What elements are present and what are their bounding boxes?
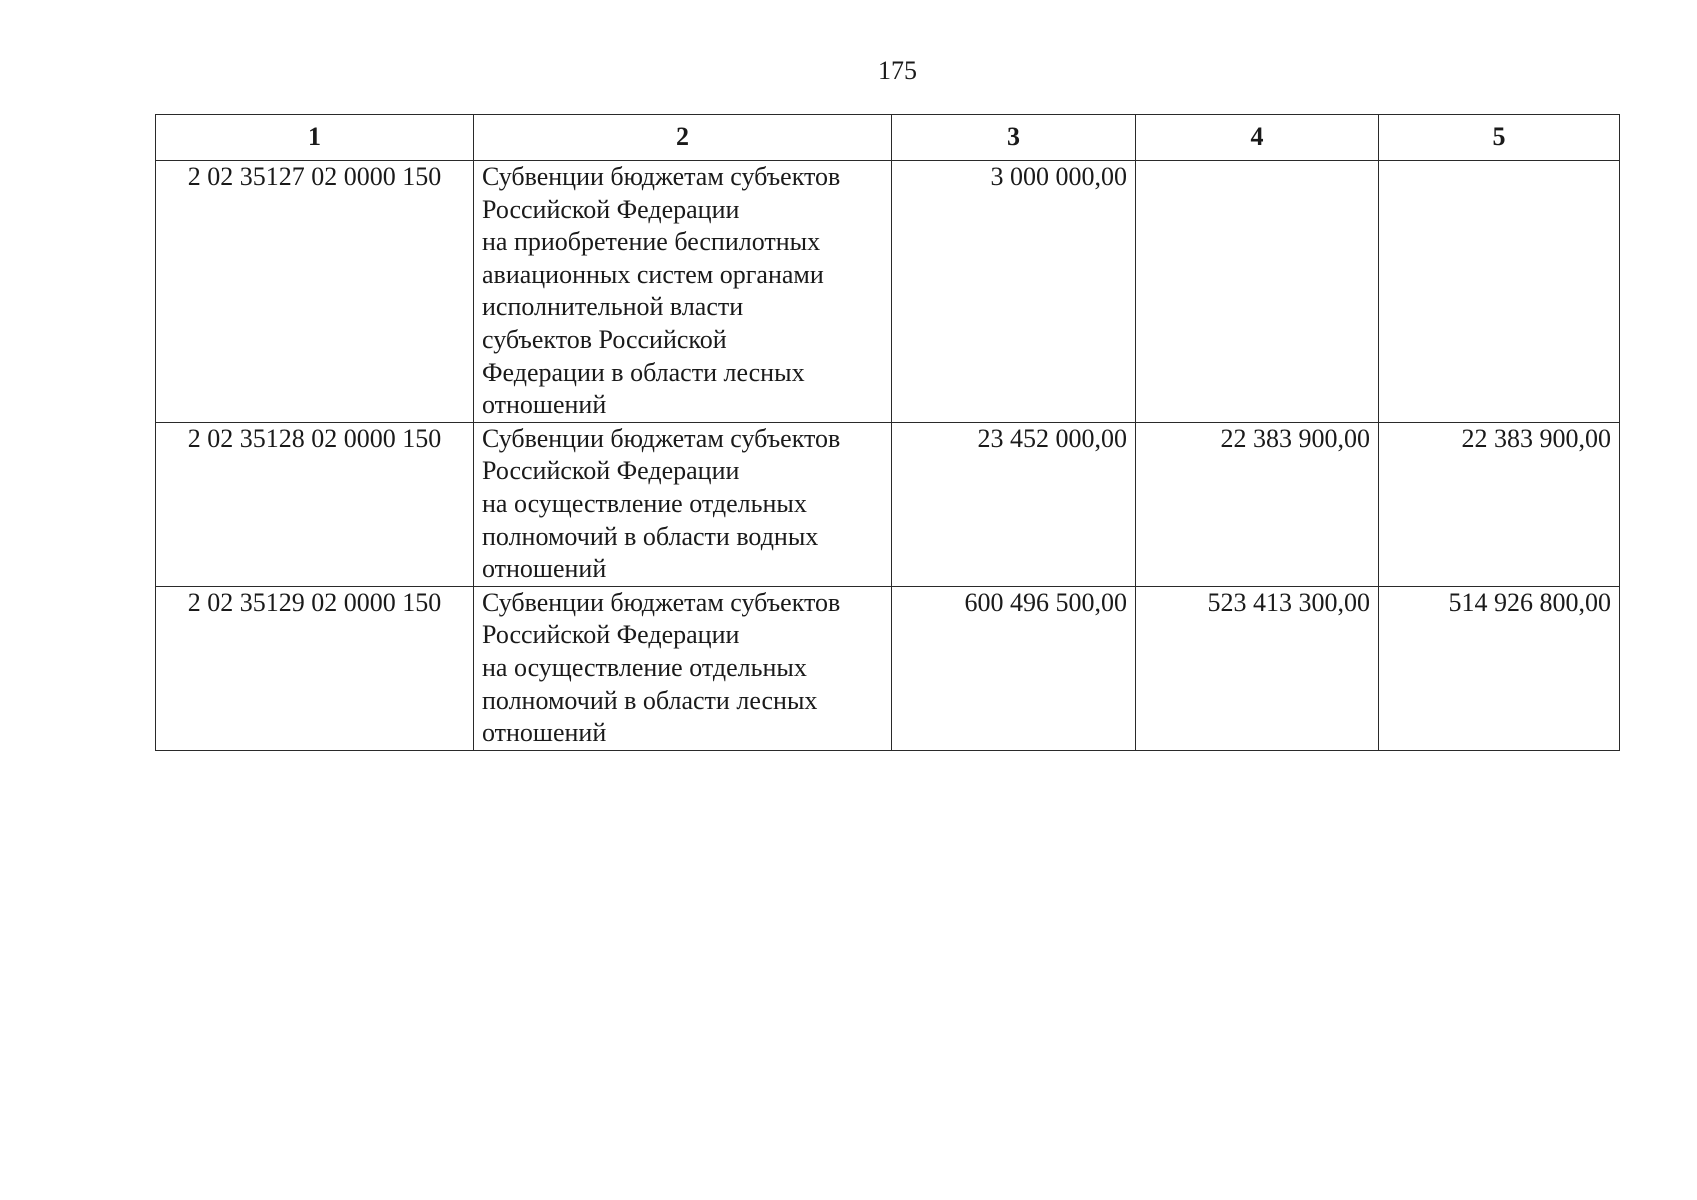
table-row [156, 161, 1620, 423]
budget-table [155, 114, 1620, 751]
amount-col5-cell: 514 926 800,00 [1379, 586, 1620, 750]
amount-col3-cell: 23 452 000,00 [892, 422, 1136, 586]
description-cell [474, 586, 892, 750]
description-line: Федерации в области лесных [482, 357, 805, 387]
description-line: субъектов Российской [482, 324, 727, 354]
description-line: полномочий в области лесных [482, 685, 818, 715]
description-line: исполнительной власти [482, 292, 744, 322]
table-header-row [156, 115, 1620, 161]
column-header-3: 3 [892, 115, 1136, 161]
description-line: на приобретение беспилотных [482, 227, 821, 257]
description-cell [474, 422, 892, 586]
column-header-4: 4 [1136, 115, 1379, 161]
description-line: полномочий в области водных [482, 521, 819, 551]
description-line: отношений [482, 390, 607, 420]
description-line: Субвенции бюджетам субъектов [482, 587, 841, 617]
description-line: на осуществление отдельных [482, 652, 807, 682]
description-line: Российской Федерации [482, 194, 740, 224]
amount-col5-cell [1379, 161, 1620, 423]
description-cell [474, 161, 892, 423]
description-line: Субвенции бюджетам субъектов [482, 162, 841, 191]
budget-code-cell: 2 02 35128 02 0000 150 [156, 422, 474, 586]
description-line: авиационных систем органами [482, 259, 824, 289]
amount-col4-cell: 22 383 900,00 [1136, 422, 1379, 586]
table-row [156, 422, 1620, 586]
description-line: Российской Федерации [482, 456, 740, 486]
description-line: Российской Федерации [482, 620, 740, 650]
table-row [156, 586, 1620, 750]
description-line: отношений [482, 718, 607, 748]
amount-col4-cell: 523 413 300,00 [1136, 586, 1379, 750]
description-line: на осуществление отдельных [482, 488, 807, 518]
description-line: отношений [482, 554, 607, 584]
description-line: Субвенции бюджетам субъектов [482, 423, 841, 453]
amount-col4-cell [1136, 161, 1379, 423]
amount-col3-cell: 3 000 000,00 [892, 161, 1136, 423]
amount-col3-cell: 600 496 500,00 [892, 586, 1136, 750]
column-header-1: 1 [156, 115, 474, 161]
amount-col5-cell: 22 383 900,00 [1379, 422, 1620, 586]
page-number: 175 [878, 56, 917, 85]
column-header-2: 2 [474, 115, 892, 161]
budget-code-cell: 2 02 35127 02 0000 150 [156, 161, 474, 423]
column-header-5: 5 [1379, 115, 1620, 161]
budget-code-cell: 2 02 35129 02 0000 150 [156, 586, 474, 750]
